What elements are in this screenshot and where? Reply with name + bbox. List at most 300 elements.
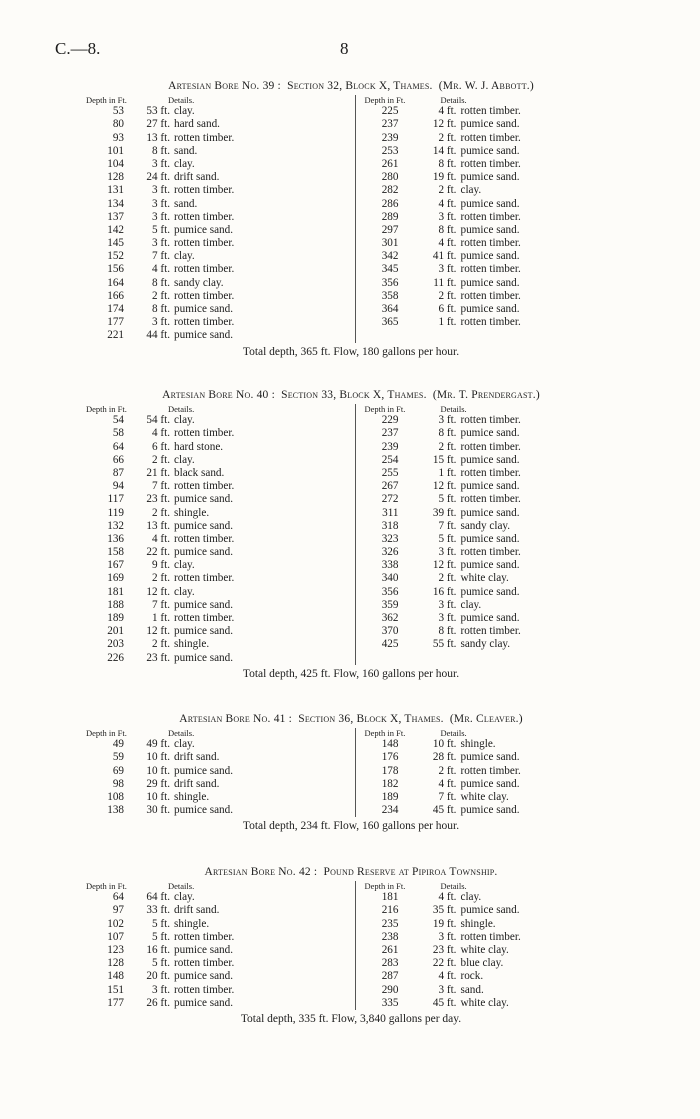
bore-location: Section 32, Block X, Thames. — [287, 80, 433, 92]
depth-cell: 225 — [381, 105, 399, 118]
thickness-cell: 41 ft. — [432, 250, 457, 263]
depth-cell: 234 — [381, 804, 399, 817]
material-cell: pumice sand. — [174, 546, 234, 559]
thickness-cell: 3 ft. — [151, 157, 170, 170]
bore-owner: (Mr. W. J. Abbott.) — [438, 80, 534, 92]
depth-cell: 237 — [381, 427, 399, 440]
bore-location: Pound Reserve at Pipiroa Township. — [323, 866, 498, 878]
material-cell: rotten timber. — [460, 105, 521, 118]
table-row — [356, 105, 616, 118]
thickness-cell: 3 ft. — [438, 598, 457, 611]
depth-cell: 239 — [381, 131, 399, 144]
material-cell: rotten timber. — [174, 930, 235, 943]
material-cell: shingle. — [174, 790, 210, 803]
thickness-cell: 2 ft. — [438, 440, 457, 453]
material-cell: clay. — [174, 453, 195, 466]
thickness-cell: 19 ft. — [432, 917, 457, 930]
table-row — [356, 944, 616, 957]
bore-table — [86, 881, 616, 1010]
material-cell: white clay. — [460, 943, 509, 956]
depth-cell: 181 — [381, 891, 399, 904]
depth-cell: 365 — [381, 316, 399, 329]
table-row — [356, 211, 616, 224]
table-row — [356, 638, 616, 651]
table-row — [86, 263, 355, 276]
material-cell: pumice sand. — [174, 804, 234, 817]
material-cell: rotten timber. — [460, 237, 521, 250]
material-cell: rock. — [460, 970, 484, 983]
bore-section — [86, 80, 616, 359]
table-row — [356, 599, 616, 612]
table-row — [86, 918, 355, 931]
thickness-cell: 12 ft. — [432, 559, 457, 572]
material-cell: clay. — [174, 414, 195, 427]
thickness-cell: 26 ft. — [146, 996, 170, 1009]
material-cell: drift sand. — [174, 171, 220, 184]
table-row — [356, 957, 616, 970]
depth-cell: 177 — [107, 996, 124, 1009]
table-row — [86, 738, 355, 751]
table-row — [86, 329, 355, 342]
page-number: 8 — [340, 39, 349, 58]
column-header — [356, 404, 616, 414]
depth-cell: 58 — [112, 427, 124, 440]
material-cell: rotten timber. — [460, 210, 521, 223]
material-cell: white clay. — [460, 790, 509, 803]
depth-cell: 107 — [107, 930, 124, 943]
bore-column-right — [355, 404, 616, 665]
table-row — [356, 791, 616, 804]
depth-cell: 156 — [107, 263, 124, 276]
thickness-cell: 23 ft. — [146, 493, 170, 506]
material-cell: pumice sand. — [174, 943, 234, 956]
details-header: Details. — [440, 95, 467, 106]
depth-cell: 338 — [381, 559, 399, 572]
thickness-cell: 4 ft. — [438, 777, 457, 790]
table-row — [356, 918, 616, 931]
depth-cell: 123 — [107, 943, 124, 956]
thickness-cell: 3 ft. — [438, 414, 457, 427]
depth-cell: 356 — [381, 585, 399, 598]
depth-cell: 132 — [107, 519, 124, 532]
table-row — [356, 891, 616, 904]
thickness-cell: 3 ft. — [151, 316, 170, 329]
bore-column-right — [355, 728, 616, 817]
depth-cell: 261 — [381, 943, 399, 956]
material-cell: drift sand. — [174, 751, 220, 764]
column-header — [86, 95, 355, 105]
table-row — [356, 303, 616, 316]
depth-cell: 189 — [381, 790, 399, 803]
material-cell: sand. — [460, 983, 484, 996]
material-cell: shingle. — [460, 738, 496, 751]
table-row — [86, 427, 355, 440]
table-row — [86, 599, 355, 612]
bore-total: Total depth, 365 ft. Flow, 180 gallons per hour. — [242, 345, 460, 358]
material-cell: rotten timber. — [460, 289, 521, 302]
material-cell: pumice sand. — [460, 144, 520, 157]
thickness-cell: 22 ft. — [432, 957, 457, 970]
bore-table — [86, 404, 616, 665]
thickness-cell: 24 ft. — [146, 171, 170, 184]
thickness-cell: 64 ft. — [146, 891, 170, 904]
material-cell: clay. — [174, 585, 195, 598]
table-row — [86, 290, 355, 303]
thickness-cell: 7 ft. — [438, 790, 457, 803]
depth-cell: 261 — [381, 157, 399, 170]
bore-title — [86, 389, 616, 402]
table-row — [86, 791, 355, 804]
thickness-cell: 10 ft. — [432, 738, 457, 751]
document-code: C.—8. — [55, 39, 101, 58]
depth-cell: 235 — [381, 917, 399, 930]
table-row — [86, 454, 355, 467]
material-cell: rotten timber. — [460, 546, 521, 559]
material-cell: pumice sand. — [460, 480, 520, 493]
table-row — [356, 414, 616, 427]
table-row — [356, 184, 616, 197]
thickness-cell: 5 ft. — [151, 930, 170, 943]
thickness-cell: 2 ft. — [438, 131, 457, 144]
material-cell: rotten timber. — [174, 427, 235, 440]
bore-column-left — [86, 95, 355, 342]
table-row — [86, 250, 355, 263]
thickness-cell: 4 ft. — [151, 532, 170, 545]
table-row — [86, 145, 355, 158]
depth-cell: 178 — [381, 764, 399, 777]
material-cell: shingle. — [174, 506, 210, 519]
depth-cell: 117 — [107, 493, 124, 506]
material-cell: rotten timber. — [174, 131, 235, 144]
depth-cell: 221 — [107, 329, 124, 342]
table-row — [86, 625, 355, 638]
depth-cell: 97 — [112, 904, 124, 917]
depth-cell: 93 — [112, 131, 124, 144]
thickness-cell: 4 ft. — [438, 197, 457, 210]
bore-table — [86, 95, 616, 342]
depth-cell: 283 — [381, 957, 399, 970]
thickness-cell: 3 ft. — [438, 263, 457, 276]
table-row — [86, 158, 355, 171]
table-row — [86, 931, 355, 944]
material-cell: pumice sand. — [174, 303, 234, 316]
thickness-cell: 16 ft. — [146, 943, 170, 956]
material-cell: clay. — [174, 559, 195, 572]
thickness-cell: 8 ft. — [438, 427, 457, 440]
table-row — [86, 778, 355, 791]
table-row — [86, 970, 355, 983]
material-cell: rotten timber. — [460, 157, 521, 170]
depth-cell: 69 — [112, 764, 124, 777]
thickness-cell: 4 ft. — [151, 427, 170, 440]
table-row — [356, 778, 616, 791]
depth-cell: 359 — [381, 598, 399, 611]
bore-column-left — [86, 728, 355, 817]
table-row — [356, 738, 616, 751]
table-row — [86, 533, 355, 546]
table-row — [86, 559, 355, 572]
thickness-cell: 54 ft. — [146, 414, 170, 427]
material-cell: rotten timber. — [460, 263, 521, 276]
table-row — [356, 145, 616, 158]
bore-title — [86, 80, 616, 93]
thickness-cell: 13 ft. — [146, 519, 170, 532]
table-row — [86, 546, 355, 559]
table-row — [86, 303, 355, 316]
thickness-cell: 15 ft. — [432, 453, 457, 466]
details-header: Details. — [440, 404, 467, 415]
material-cell: pumice sand. — [460, 612, 520, 625]
table-row — [86, 891, 355, 904]
material-cell: rotten timber. — [460, 625, 521, 638]
table-row — [356, 931, 616, 944]
thickness-cell: 45 ft. — [432, 996, 457, 1009]
material-cell: pumice sand. — [460, 532, 520, 545]
thickness-cell: 7 ft. — [151, 598, 170, 611]
table-row — [356, 507, 616, 520]
thickness-cell: 6 ft. — [151, 440, 170, 453]
depth-cell: 216 — [381, 904, 399, 917]
table-row — [86, 316, 355, 329]
table-row — [356, 559, 616, 572]
details-header: Details. — [440, 881, 467, 892]
table-row — [86, 997, 355, 1010]
thickness-cell: 3 ft. — [438, 930, 457, 943]
table-row — [356, 316, 616, 329]
table-row — [356, 277, 616, 290]
depth-cell: 311 — [382, 506, 399, 519]
bore-title — [86, 866, 616, 879]
material-cell: rotten timber. — [174, 210, 235, 223]
depth-cell: 66 — [112, 453, 124, 466]
table-row — [356, 427, 616, 440]
table-row — [356, 493, 616, 506]
thickness-cell: 3 ft. — [438, 612, 457, 625]
material-cell: pumice sand. — [174, 329, 234, 342]
material-cell: rotten timber. — [174, 572, 235, 585]
thickness-cell: 3 ft. — [438, 210, 457, 223]
table-row — [356, 970, 616, 983]
table-row — [356, 290, 616, 303]
material-cell: shingle. — [174, 638, 210, 651]
thickness-cell: 10 ft. — [146, 790, 170, 803]
material-cell: pumice sand. — [460, 904, 520, 917]
table-row — [356, 586, 616, 599]
material-cell: rotten timber. — [460, 493, 521, 506]
material-cell: clay. — [174, 738, 195, 751]
depth-header: Depth in Ft. — [86, 881, 127, 892]
bore-label: Artesian Bore No. 40 : — [162, 389, 275, 401]
thickness-cell: 1 ft. — [151, 612, 170, 625]
material-cell: pumice sand. — [460, 223, 520, 236]
depth-cell: 59 — [112, 751, 124, 764]
material-cell: rotten timber. — [174, 289, 235, 302]
bore-total: Total depth, 234 ft. Flow, 160 gallons per hour. — [242, 820, 460, 833]
table-row — [356, 441, 616, 454]
details-header: Details. — [168, 728, 195, 739]
material-cell: rotten timber. — [460, 440, 521, 453]
depth-cell: 49 — [112, 738, 124, 751]
column-header — [356, 95, 616, 105]
table-row — [356, 984, 616, 997]
thickness-cell: 45 ft. — [432, 804, 457, 817]
table-row — [86, 586, 355, 599]
depth-cell: 164 — [107, 276, 124, 289]
material-cell: clay. — [460, 891, 482, 904]
table-row — [86, 414, 355, 427]
thickness-cell: 9 ft. — [151, 559, 170, 572]
thickness-cell: 2 ft. — [151, 506, 170, 519]
material-cell: pumice sand. — [174, 625, 234, 638]
depth-cell: 286 — [381, 197, 399, 210]
depth-cell: 128 — [107, 171, 124, 184]
material-cell: pumice sand. — [174, 651, 234, 664]
material-cell: pumice sand. — [460, 250, 520, 263]
material-cell: pumice sand. — [174, 970, 234, 983]
material-cell: pumice sand. — [460, 197, 520, 210]
thickness-cell: 28 ft. — [432, 751, 457, 764]
material-cell: pumice sand. — [174, 493, 234, 506]
thickness-cell: 5 ft. — [438, 532, 457, 545]
thickness-cell: 3 ft. — [151, 983, 170, 996]
depth-cell: 356 — [381, 276, 399, 289]
thickness-cell: 3 ft. — [151, 237, 170, 250]
thickness-cell: 1 ft. — [438, 466, 457, 479]
thickness-cell: 23 ft. — [432, 943, 457, 956]
material-cell: rotten timber. — [174, 263, 235, 276]
thickness-cell: 4 ft. — [438, 237, 457, 250]
thickness-cell: 20 ft. — [146, 970, 170, 983]
material-cell: sandy clay. — [460, 519, 511, 532]
thickness-cell: 27 ft. — [146, 118, 170, 131]
material-cell: pumice sand. — [460, 585, 520, 598]
depth-cell: 104 — [107, 157, 124, 170]
thickness-cell: 23 ft. — [146, 651, 170, 664]
table-row — [356, 533, 616, 546]
thickness-cell: 1 ft. — [438, 316, 457, 329]
table-row — [86, 612, 355, 625]
material-cell: pumice sand. — [460, 427, 520, 440]
thickness-cell: 5 ft. — [151, 917, 170, 930]
column-header — [356, 728, 616, 738]
material-cell: white clay. — [460, 572, 509, 585]
thickness-cell: 13 ft. — [146, 131, 170, 144]
depth-cell: 239 — [381, 440, 399, 453]
material-cell: rotten timber. — [174, 237, 235, 250]
depth-cell: 174 — [107, 303, 124, 316]
depth-cell: 290 — [381, 983, 399, 996]
table-row — [86, 507, 355, 520]
depth-cell: 128 — [107, 957, 124, 970]
material-cell: pumice sand. — [174, 223, 234, 236]
table-row — [86, 198, 355, 211]
depth-cell: 335 — [381, 996, 399, 1009]
details-header: Details. — [440, 728, 467, 739]
table-row — [86, 765, 355, 778]
thickness-cell: 4 ft. — [438, 891, 457, 904]
thickness-cell: 3 ft. — [151, 197, 170, 210]
depth-header: Depth in Ft. — [364, 728, 406, 739]
table-row — [356, 520, 616, 533]
material-cell: drift sand. — [174, 904, 220, 917]
column-header — [356, 881, 616, 891]
thickness-cell: 8 ft. — [438, 223, 457, 236]
page-header — [0, 39, 700, 66]
material-cell: sandy clay. — [174, 276, 224, 289]
bore-location: Section 36, Block X, Thames. — [298, 713, 444, 725]
bore-section — [86, 866, 616, 1026]
material-cell: clay. — [460, 184, 482, 197]
bore-location: Section 33, Block X, Thames. — [281, 389, 427, 401]
table-row — [86, 944, 355, 957]
bore-section — [86, 389, 616, 681]
material-cell: clay. — [174, 105, 195, 118]
column-header — [86, 881, 355, 891]
thickness-cell: 3 ft. — [438, 546, 457, 559]
bore-owner: (Mr. T. Prendergast.) — [432, 389, 540, 401]
bore-column-left — [86, 404, 355, 665]
column-header — [86, 728, 355, 738]
depth-cell: 301 — [381, 237, 399, 250]
depth-cell: 158 — [107, 546, 124, 559]
thickness-cell: 44 ft. — [146, 329, 170, 342]
table-row — [356, 904, 616, 917]
material-cell: black sand. — [174, 466, 225, 479]
depth-cell: 108 — [107, 790, 124, 803]
depth-cell: 253 — [381, 144, 399, 157]
material-cell: pumice sand. — [460, 559, 520, 572]
table-row — [86, 184, 355, 197]
thickness-cell: 4 ft. — [438, 105, 457, 118]
depth-cell: 119 — [107, 506, 124, 519]
table-row — [86, 493, 355, 506]
table-row — [356, 804, 616, 817]
material-cell: pumice sand. — [460, 276, 520, 289]
depth-cell: 138 — [107, 804, 124, 817]
table-row — [86, 171, 355, 184]
table-row — [86, 572, 355, 585]
thickness-cell: 10 ft. — [146, 751, 170, 764]
depth-cell: 267 — [381, 480, 399, 493]
table-row — [86, 277, 355, 290]
table-row — [356, 467, 616, 480]
thickness-cell: 16 ft. — [432, 585, 457, 598]
depth-header: Depth in Ft. — [86, 404, 127, 415]
material-cell: rotten timber. — [460, 930, 521, 943]
table-row — [86, 638, 355, 651]
table-row — [86, 237, 355, 250]
thickness-cell: 19 ft. — [432, 171, 457, 184]
material-cell: pumice sand. — [460, 506, 520, 519]
depth-cell: 80 — [112, 118, 124, 131]
table-row — [86, 224, 355, 237]
material-cell: pumice sand. — [174, 764, 234, 777]
depth-cell: 169 — [107, 572, 124, 585]
thickness-cell: 4 ft. — [151, 263, 170, 276]
depth-cell: 362 — [381, 612, 399, 625]
depth-cell: 201 — [107, 625, 124, 638]
material-cell: rotten timber. — [174, 480, 235, 493]
bore-table — [86, 728, 616, 817]
depth-cell: 425 — [381, 638, 399, 651]
depth-cell: 226 — [107, 651, 124, 664]
depth-cell: 345 — [381, 263, 399, 276]
thickness-cell: 5 ft. — [151, 957, 170, 970]
thickness-cell: 4 ft. — [438, 970, 457, 983]
material-cell: rotten timber. — [174, 316, 235, 329]
thickness-cell: 30 ft. — [146, 804, 170, 817]
material-cell: shingle. — [460, 917, 496, 930]
